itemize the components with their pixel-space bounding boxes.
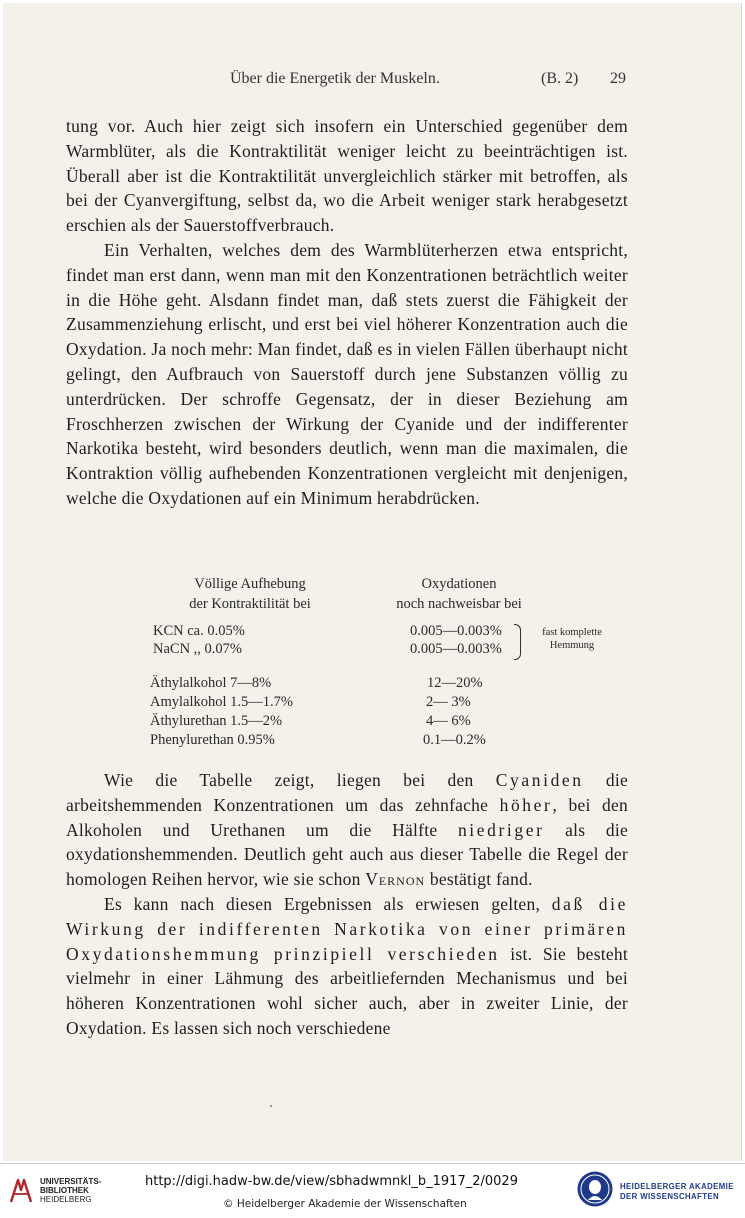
table-row-aethylurethan-left: Äthylurethan 1.5—2% [150, 713, 283, 729]
author-name-vernon: Vernon [365, 869, 426, 890]
table-row-nacn-left: NaCN ,, 0.07% [153, 641, 243, 657]
paragraph-2: Ein Verhalten, welches dem des Warmblüterherzen etwa entspricht, findet man erst dann, wenn man mit den Konzentrationen beträchtlich weiter in die Höhe geht. Alsdann findet man, daß stets zuerst die Fähigkeit der Zusammenziehung erlischt, und erst bei viel höherer Konzentration auch die Oxydation. Ja noch mehr: Man findet, daß es in vielen Fällen überhaupt nicht gelingt, den Aufbrauch von Sauerstoff durch jene Substanzen völlig zu unterdrücken. Der schroffe Gegensatz, der in dieser Beziehung am Froschherzen zwischen der Wirkung der Cyanide und der indifferenter Narkotika besteht, wird besonders deutlich, wenn man die maximalen, die Kontraktion völlig aufhebenden Konzentrationen vergleicht mit denjenigen, welche die Oxydationen auf ein Minimum herabdrücken. [66, 239, 628, 508]
table-row-kcn-right: 0.005—0.003% [410, 623, 502, 639]
table-row-kcn-left: KCN ca. 0.05% [153, 623, 245, 639]
paragraph-4: Es kann nach diesen Ergebnissen als erwiesen gelten, daß die Wirkung der indifferenten Narkotika von einer primären Oxydationshemmung prinzipiell verschieden ist. Sie besteht vielmehr in einer Lähmung des arbeitliefernden Mechanismus und bei höheren Konzentrationen wohl sicher auch, aber in zweiter Linie, der Oxydation. Es lassen sich noch verschiedene [66, 893, 628, 1038]
text-block-upper [66, 114, 628, 511]
emph-conclusion: daß die Wirkung der indifferenten Narkotika von einer primären Oxydationshemmung prinzipiell verschieden [66, 893, 628, 964]
emph-niedriger: niedriger [457, 819, 545, 840]
table-row-aethylurethan-right: 4— 6% [426, 713, 471, 729]
paragraph-1: tung vor. Auch hier zeigt sich insofern ein Unterschied gegenüber dem Warmblüter, als die Kontraktilität weniger leicht zu beeinträchtigen ist. Überall aber ist die Kontraktilität unvergleichlich stärker mit betroffen, als bei der Cyanvergiftung, selbst da, wo die Arbeit weniger stark herabgesetzt erschien als der Sauerstoffverbrauch. [66, 116, 628, 236]
page-number: 29 [610, 70, 626, 87]
text-block-lower [66, 768, 628, 1041]
emph-cyaniden: Cyaniden [495, 770, 584, 790]
table-row-nacn-right: 0.005—0.003% [410, 641, 502, 657]
table-header-right: Oxydationen noch nachweisbar bei [396, 576, 522, 612]
table-row-amylalkohol-right: 2— 3% [426, 694, 471, 710]
emph-hoeher: höher [499, 794, 553, 815]
table-note: fast komplette Hemmung [542, 627, 602, 651]
scan-speck [270, 1105, 272, 1107]
copyright-notice: © Heidelberger Akademie der Wissenschaften [223, 1198, 467, 1210]
table-row-phenylurethan-right: 0.1—0.2% [423, 732, 486, 748]
table-row-aethylalkohol-right: 12—20% [427, 675, 483, 691]
library-logo-icon [8, 1176, 34, 1204]
academy-name: HEIDELBERGER AKADEMIE DER WISSENSCHAFTEN [620, 1182, 734, 1201]
series-location: (B. 2) [541, 70, 579, 87]
table-row-aethylalkohol-left: Äthylalkohol 7—8% [150, 675, 272, 691]
paragraph-3: Wie die Tabelle zeigt, liegen bei den Cyaniden die arbeitshemmenden Konzentrationen um das zehnfache höher, bei den Alkoholen und Urethanen um die Hälfte niedriger als die oxydationshemmenden. Deutlich geht auch aus dieser Tabelle die Regel der homologen Reihen hervor, wie sie schon Vernon bestätigt fand. [66, 770, 628, 890]
library-name: UNIVERSITÄTS- BIBLIOTHEK HEIDELBERG [40, 1177, 102, 1204]
table-row-amylalkohol-left: Amylalkohol 1.5—1.7% [150, 694, 293, 710]
table-brace [514, 624, 521, 660]
footer-bar [0, 1163, 745, 1218]
academy-seal-icon [576, 1170, 614, 1208]
table-row-phenylurethan-left: Phenylurethan 0.95% [150, 732, 275, 748]
table-header-left: Völlige Aufhebung der Kontraktilität bei [189, 576, 311, 612]
running-title: Über die Energetik der Muskeln. [230, 70, 440, 87]
permalink-url[interactable]: http://digi.hadw-bw.de/view/sbhadwmnkl_b_1917_2/0029 [145, 1174, 518, 1189]
